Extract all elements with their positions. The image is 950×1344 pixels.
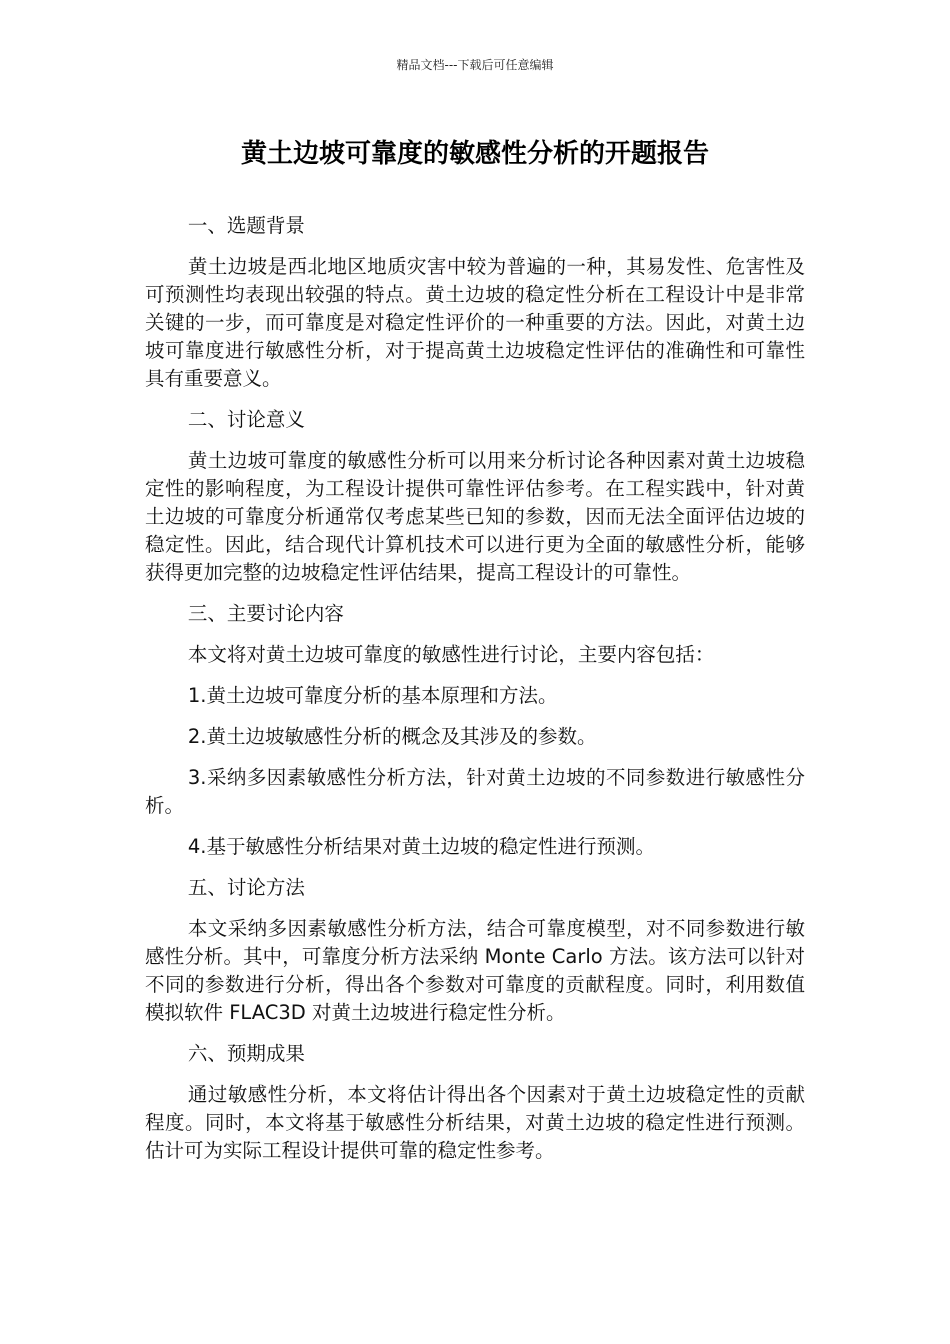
section-heading-significance: 二、讨论意义: [187, 408, 305, 431]
document-body: [145, 212, 805, 1178]
section-heading-expected-results: 六、预期成果: [187, 1042, 305, 1065]
list-item: 2.黄土边坡敏感性分析的概念及其涉及的参数。: [187, 725, 597, 748]
section-heading-main-content: 三、主要讨论内容: [187, 602, 344, 625]
paragraph-main-content-intro: 本文将对黄土边坡可靠度的敏感性进行讨论，主要内容包括：: [187, 643, 715, 666]
list-item: 3.采纳多因素敏感性分析方法，针对黄土边坡的不同参数进行敏感性分析。: [145, 766, 805, 817]
list-item: 1.黄土边坡可靠度分析的基本原理和方法。: [187, 684, 558, 707]
paragraph-significance: 黄土边坡可靠度的敏感性分析可以用来分析讨论各种因素对黄土边坡稳定性的影响程度，为工程设计提供可靠性评估参考。在工程实践中，针对黄土边坡的可靠度分析通常仅考虑某些已知的参数，因而无法全面评估边坡的稳定性。因此，结合现代计算机技术可以进行更为全面的敏感性分析，能够获得更加完整的边坡稳定性评估结果，提高工程设计的可靠性。: [145, 449, 805, 584]
paragraph-methods: 本文采纳多因素敏感性分析方法，结合可靠度模型，对不同参数进行敏感性分析。其中，可靠度分析方法采纳 Monte Carlo 方法。该方法可以针对不同的参数进行分析，得出各个参数对可靠度的贡献程度。同时，利用数值模拟软件 FLAC3D 对黄土边坡进行稳定性分析。: [145, 917, 805, 1024]
document-title: 黄土边坡可靠度的敏感性分析的开题报告: [240, 139, 709, 169]
header-note: 精品文档---下载后可任意编辑: [396, 58, 554, 72]
paragraph-background: 黄土边坡是西北地区地质灾害中较为普遍的一种，其易发性、危害性及可预测性均表现出较强的特点。黄土边坡的稳定性分析在工程设计中是非常关键的一步，而可靠度是对稳定性评价的一种重要的方法。因此，对黄土边坡可靠度进行敏感性分析，对于提高黄土边坡稳定性评估的准确性和可靠性具有重要意义。: [145, 255, 805, 390]
section-heading-methods: 五、讨论方法: [187, 876, 305, 899]
paragraph-expected-results: 通过敏感性分析，本文将估计得出各个因素对于黄土边坡稳定性的贡献程度。同时，本文将基于敏感性分析结果，对黄土边坡的稳定性进行预测。估计可为实际工程设计提供可靠的稳定性参考。: [145, 1083, 805, 1162]
section-heading-background: 一、选题背景: [187, 214, 305, 237]
list-item: 4.基于敏感性分析结果对黄土边坡的稳定性进行预测。: [187, 835, 655, 858]
